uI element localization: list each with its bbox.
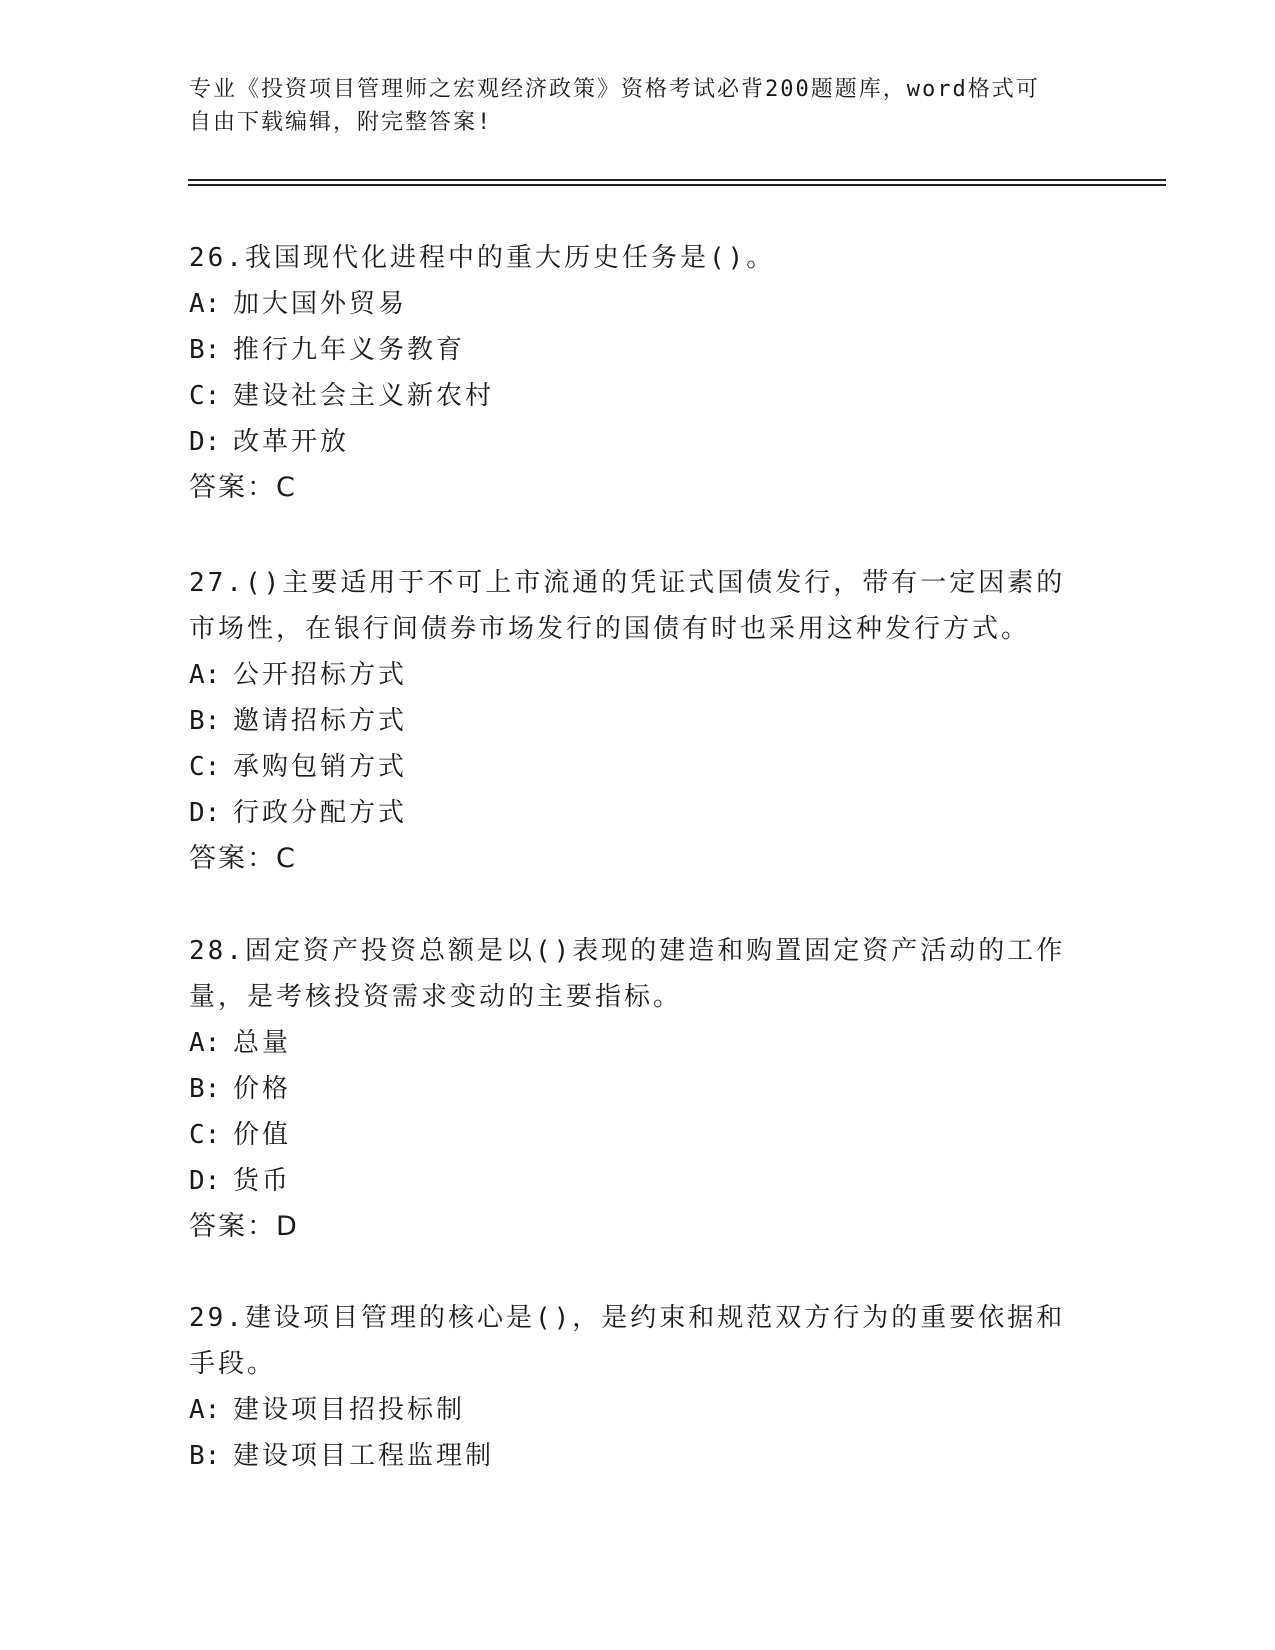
option-d [189,1158,1089,1204]
option-a [189,281,1089,327]
option-letter: D: [189,427,221,457]
option-b [189,1066,1089,1112]
option-letter: B: [189,335,221,365]
question-29 [189,1295,1089,1479]
header-line-1: 专业《投资项目管理师之宏观经济政策》资格考试必背200题题库，word格式可 [189,77,1040,102]
option-d [189,419,1089,465]
option-text: 货币 [233,1166,292,1196]
option-c [189,1112,1089,1158]
question-text: 26.我国现代化进程中的重大历史任务是()。 [189,243,776,273]
option-text: 承购包销方式 [233,752,408,782]
option-a [189,652,1089,698]
header-line-2: 自由下载编辑，附完整答案! [189,110,493,135]
option-b [189,698,1089,744]
option-text: 建设社会主义新农村 [233,381,495,411]
option-text: 加大国外贸易 [233,289,408,319]
option-text: 改革开放 [233,427,350,457]
option-letter: A: [189,1028,221,1058]
option-c [189,373,1089,419]
question-27 [189,560,1089,882]
option-letter: B: [189,1074,221,1104]
option-letter: C: [189,1120,221,1150]
option-letter: C: [189,752,221,782]
document-header [189,73,1069,139]
answer: 答案：C [189,472,297,503]
option-letter: B: [189,706,221,736]
option-text: 邀请招标方式 [233,706,408,736]
option-text: 行政分配方式 [233,798,408,828]
option-a [189,1020,1089,1066]
option-letter: B: [189,1441,221,1471]
answer: 答案：C [189,843,297,874]
question-28 [189,928,1089,1250]
question-text: 27.()主要适用于不可上市流通的凭证式国债发行，带有一定因素的市场性，在银行间债券市场发行的国债有时也采用这种发行方式。 [189,568,1066,644]
option-text: 推行九年义务教育 [233,335,466,365]
option-letter: C: [189,381,221,411]
header-divider-bottom [188,184,1166,186]
option-text: 总量 [233,1028,292,1058]
option-letter: A: [189,289,221,319]
option-a [189,1387,1089,1433]
option-letter: D: [189,1166,221,1196]
option-d [189,790,1089,836]
option-b [189,1433,1089,1479]
question-26 [189,235,1089,511]
option-letter: A: [189,660,221,690]
answer: 答案：D [189,1211,299,1242]
option-text: 价值 [233,1120,292,1150]
option-b [189,327,1089,373]
option-text: 公开招标方式 [233,660,408,690]
option-text: 建设项目招投标制 [233,1395,466,1425]
option-text: 价格 [233,1074,292,1104]
header-divider-top [188,179,1166,181]
option-text: 建设项目工程监理制 [233,1441,495,1471]
question-text: 28.固定资产投资总额是以()表现的建造和购置固定资产活动的工作量，是考核投资需求变动的主要指标。 [189,936,1066,1012]
option-c [189,744,1089,790]
option-letter: D: [189,798,221,828]
option-letter: A: [189,1395,221,1425]
question-text: 29.建设项目管理的核心是()，是约束和规范双方行为的重要依据和手段。 [189,1303,1066,1379]
